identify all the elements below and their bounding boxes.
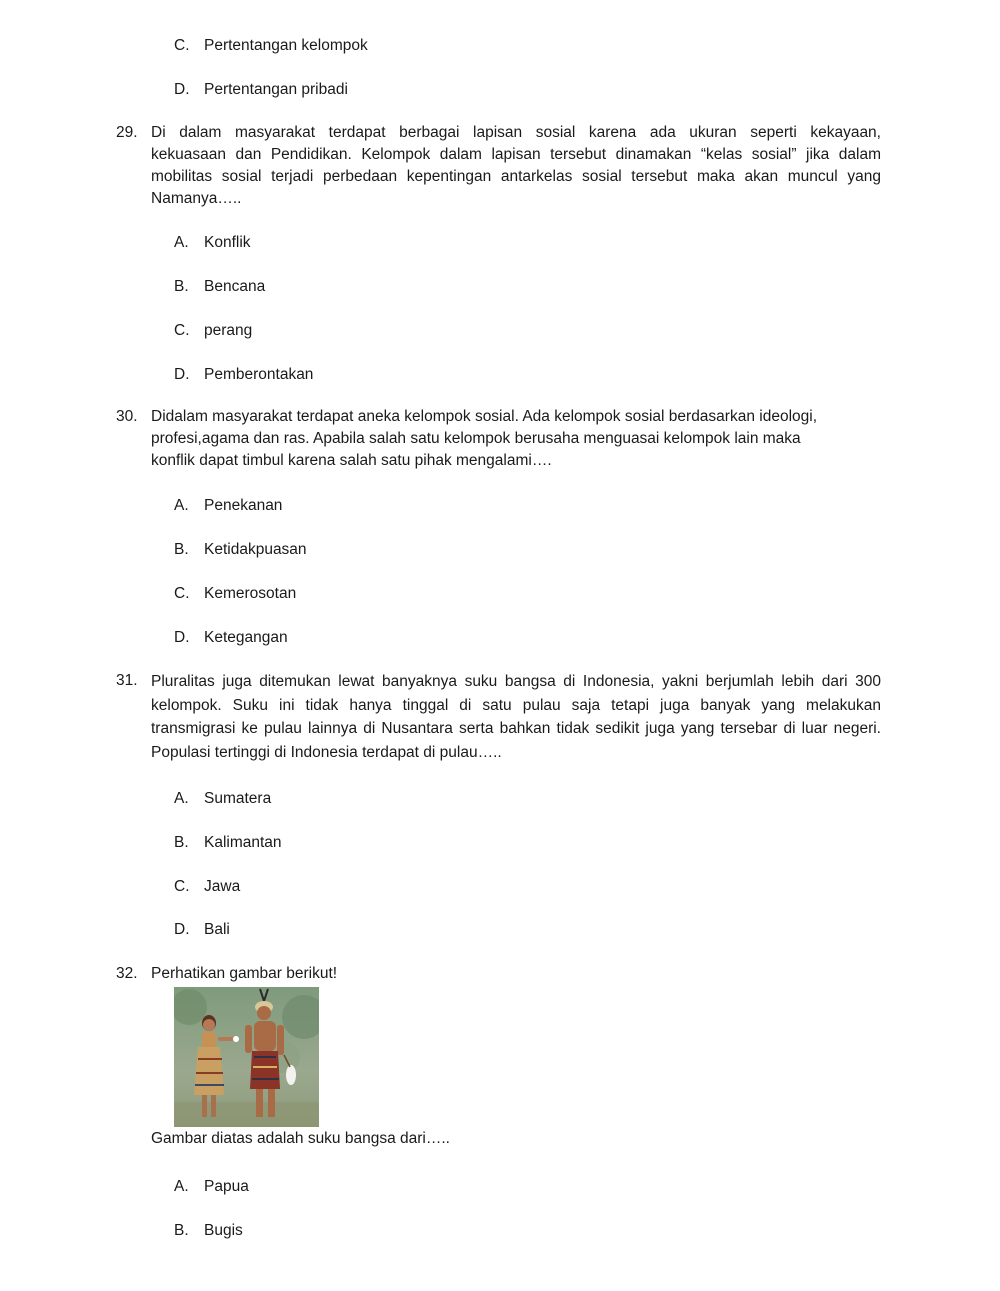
option-letter: D.: [174, 366, 190, 383]
question-29-option-c: [174, 321, 252, 341]
question-31-option-b: [174, 833, 282, 853]
option-text: Jawa: [204, 878, 241, 895]
question-31-text: [151, 670, 881, 764]
question-32-number: 32.: [116, 965, 138, 982]
option-letter: C.: [174, 322, 190, 339]
question-line: Pluralitas juga ditemukan lewat banyaknya suku bangsa di Indonesia, yakni berjumlah lebih dari 300: [151, 673, 881, 690]
question-31-option-c: [174, 877, 240, 897]
option-text: Bugis: [204, 1222, 243, 1239]
option-letter: C.: [174, 37, 190, 54]
option-text: Pemberontakan: [204, 366, 314, 383]
question-30-option-a: [174, 496, 282, 516]
option-text: Pertentangan kelompok: [204, 37, 368, 54]
option-text: Konflik: [204, 234, 251, 251]
traditional-costume-picture: [174, 987, 319, 1127]
question-line: Didalam masyarakat terdapat aneka kelompok sosial. Ada kelompok sosial berdasarkan ideologi,: [151, 408, 818, 425]
option-letter: D.: [174, 629, 190, 646]
option-letter: D.: [174, 921, 190, 938]
question-32-option-a: [174, 1177, 249, 1197]
option-letter: C.: [174, 585, 190, 602]
question-30-option-b: [174, 540, 307, 560]
option-c-prev: [174, 36, 368, 56]
option-d-prev: [174, 80, 348, 100]
option-text: Sumatera: [204, 790, 272, 807]
question-29-option-b: [174, 277, 265, 297]
option-letter: B.: [174, 834, 189, 851]
option-letter: C.: [174, 878, 190, 895]
question-line: Perhatikan gambar berikut!: [151, 965, 338, 982]
costume-illustration: [174, 987, 319, 1127]
question-31-option-a: [174, 789, 271, 809]
option-letter: B.: [174, 1222, 189, 1239]
question-line: konflik dapat timbul karena salah satu pihak mengalami….: [151, 452, 552, 469]
question-30-option-c: [174, 584, 296, 604]
question-29-number: 29.: [116, 124, 138, 141]
question-line: Di dalam masyarakat terdapat berbagai lapisan sosial karena ada ukuran seperti kekayaan,: [151, 124, 881, 141]
question-line: Populasi tertinggi di Indonesia terdapat di pulau…..: [151, 743, 502, 761]
option-text: Kalimantan: [204, 834, 282, 851]
option-letter: A.: [174, 234, 189, 251]
option-text: Penekanan: [204, 497, 283, 514]
option-text: perang: [204, 322, 253, 339]
question-line: mobilitas sosial terjadi perbedaan kepentingan antarkelas sosial tersebut maka akan muncul yang: [151, 168, 881, 185]
question-30-text: [151, 406, 881, 472]
question-32-option-b: [174, 1221, 243, 1241]
question-line: Namanya…..: [151, 190, 242, 207]
option-letter: B.: [174, 541, 189, 558]
option-letter: B.: [174, 278, 189, 295]
question-line: kekuasaan dan Pendidikan. Kelompok dalam lapisan tersebut dinamakan “kelas sosial” jika dalam: [151, 146, 881, 163]
question-line: profesi,agama dan ras. Apabila salah satu kelompok berusaha menguasai kelompok lain maka: [151, 430, 801, 447]
question-30-option-d: [174, 628, 288, 648]
option-text: Ketidakpuasan: [204, 541, 307, 558]
question-29-option-a: [174, 233, 251, 253]
question-line: transmigrasi ke pulau lainnya di Nusantara serta bahkan tidak sedikit juga yang tersebar di luar negeri.: [151, 720, 881, 737]
question-31-option-d: [174, 920, 230, 940]
option-text: Bencana: [204, 278, 266, 295]
option-letter: A.: [174, 497, 189, 514]
question-29-text: [151, 122, 881, 210]
question-29-option-d: [174, 365, 313, 385]
question-31-number: 31.: [116, 672, 138, 689]
option-text: Papua: [204, 1178, 249, 1195]
option-text: Ketegangan: [204, 629, 288, 646]
option-text: Bali: [204, 921, 230, 938]
option-letter: D.: [174, 81, 190, 98]
question-line: kelompok. Suku ini tidak hanya tinggal di satu pulau saja tetapi juga banyak yang melakukan: [151, 696, 881, 714]
option-text: Kemerosotan: [204, 585, 297, 602]
option-letter: A.: [174, 790, 189, 807]
question-30-number: 30.: [116, 408, 138, 425]
option-letter: A.: [174, 1178, 189, 1195]
question-32-text: [151, 963, 881, 985]
question-32-caption: Gambar diatas adalah suku bangsa dari…..: [151, 1130, 450, 1147]
option-text: Pertentangan pribadi: [204, 81, 348, 98]
